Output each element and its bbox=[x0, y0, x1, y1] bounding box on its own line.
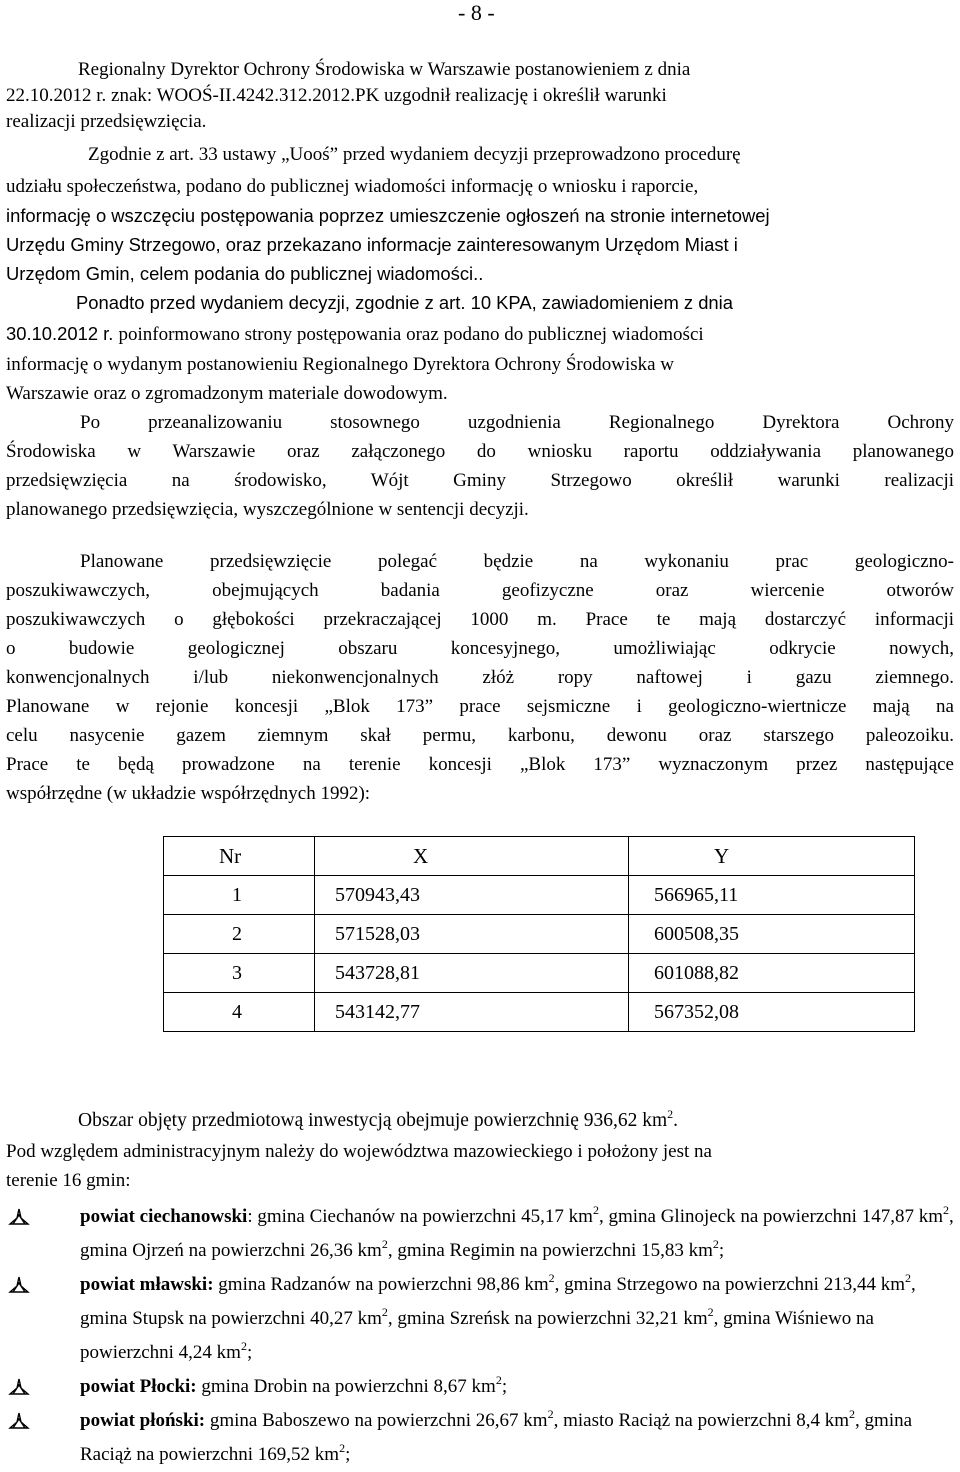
text-line: Pod względem administracyjnym należy do województwa mazowieckiego i położony jest na bbox=[6, 1141, 712, 1162]
text-segment: , gmina Ojrzeń na powierzchni 26,36 km bbox=[80, 1206, 954, 1261]
text-segment: ; bbox=[345, 1444, 351, 1465]
text-line: przedsięwzięcia na środowisko, Wójt Gminy Strzegowo określił warunki realizacji bbox=[6, 470, 954, 491]
text-line: celu nasycenie gazem ziemnym skał permu, karbonu, dewonu oraz starszego paleozoiku. bbox=[6, 725, 954, 746]
table-cell: 543728,81 bbox=[315, 954, 629, 993]
area-text: Obszar objęty przedmiotową inwestycją obejmuje powierzchnię 936,62 km bbox=[78, 1110, 668, 1131]
text-segment: , gmina Raciąż na powierzchni 169,52 km bbox=[80, 1410, 913, 1465]
list-item bbox=[0, 1370, 954, 1404]
list-item bbox=[0, 1268, 954, 1370]
text-line: Planowane przedsięwzięcie polegać będzie na wykonaniu prac geologiczno- bbox=[80, 551, 954, 572]
bell-icon bbox=[8, 1411, 30, 1431]
table-cell: 600508,35 bbox=[629, 915, 915, 954]
text-segment: , gmina Strzegowo na powierzchni 213,44 km bbox=[554, 1274, 905, 1295]
superscript: 2 bbox=[592, 1203, 599, 1217]
text-segment: ; bbox=[718, 1240, 725, 1261]
powiat-name: powiat mławski: bbox=[80, 1274, 214, 1295]
text-line: Planowane w rejonie koncesji „Blok 173” prace sejsmiczne i geologiczno-wiertnicze mają na bbox=[6, 696, 954, 717]
table-cell: 2 bbox=[164, 915, 315, 954]
text-segment: , miasto Raciąż na powierzchni 8,4 km bbox=[553, 1410, 850, 1431]
table-cell: 1 bbox=[164, 876, 315, 915]
table-cell: 566965,11 bbox=[629, 876, 915, 915]
text-line: Prace te będą prowadzone na terenie koncesji „Blok 173” wyznaczonym przez następujące bbox=[6, 754, 954, 775]
table-header-cell: Y bbox=[629, 837, 915, 876]
text-segment: Zgodnie z art. bbox=[88, 144, 199, 165]
powiat-list bbox=[0, 1200, 960, 1472]
text-line: konwencjonalnych i/lub niekonwencjonalnych złóż ropy naftowej i gazu ziemnego. bbox=[6, 667, 954, 688]
text-segment: gmina Baboszewo na powierzchni 26,67 km bbox=[205, 1410, 548, 1431]
table-cell: 571528,03 bbox=[315, 915, 629, 954]
powiat-name: powiat ciechanowski bbox=[80, 1206, 248, 1227]
table-row bbox=[164, 915, 915, 954]
list-item bbox=[0, 1404, 954, 1472]
text-line: realizacji przedsięwzięcia. bbox=[6, 111, 207, 132]
text-line: udziału społeczeństwa, podano do publicznej wiadomości informację o wniosku i raporcie, bbox=[6, 176, 699, 197]
table-row bbox=[164, 993, 915, 1032]
text-segment: poinformowano strony postępowania oraz podano do publicznej wiadomości bbox=[118, 324, 704, 345]
text-segment: , gmina Glinojeck na powierzchni 147,87 km bbox=[598, 1206, 943, 1227]
text-line: Ponadto przed wydaniem decyzji, zgodnie z art. 10 KPA, zawiadomieniem z dnia bbox=[76, 292, 733, 313]
bell-icon bbox=[8, 1275, 30, 1295]
text-segment: , gmina Szreńsk na powierzchni 32,21 km bbox=[387, 1308, 708, 1329]
text-segment: gmina Radzanów na powierzchni 98,86 km bbox=[213, 1274, 549, 1295]
text-segment: 33 ustawy „Uooś” przed wydaniem decyzji przeprowadzono procedurę bbox=[198, 144, 741, 165]
superscript: 2 bbox=[904, 1271, 911, 1285]
text-line: Warszawie oraz o zgromadzonym materiale dowodowym. bbox=[6, 383, 448, 404]
text-segment: ; bbox=[246, 1342, 253, 1363]
bell-icon bbox=[8, 1207, 30, 1227]
text-line: 22.10.2012 r. znak: WOOŚ-II.4242.312.2012.PK uzgodnił realizację i określił warunki bbox=[6, 85, 667, 106]
text-line: informację o wszczęciu postępowania poprzez umieszczenie ogłoszeń na stronie internetowej bbox=[6, 205, 770, 226]
table-row bbox=[164, 954, 915, 993]
text-line: o budowie geologicznej obszaru koncesyjnego, umożliwiając odkrycie nowych, bbox=[6, 638, 954, 659]
superscript: 2 bbox=[240, 1339, 247, 1353]
superscript: 2 bbox=[381, 1237, 388, 1251]
superscript: 2 bbox=[849, 1407, 856, 1421]
page-number: - 8 - bbox=[458, 0, 495, 25]
superscript: 2 bbox=[712, 1237, 719, 1251]
table-cell: 601088,82 bbox=[629, 954, 915, 993]
coordinates-table bbox=[163, 836, 915, 1032]
table-header-row bbox=[164, 837, 915, 876]
superscript: 2 bbox=[943, 1203, 949, 1217]
text-line: Urzędom Gmin, celem podania do publicznej wiadomości.. bbox=[6, 263, 484, 284]
text-line: Regionalny Dyrektor Ochrony Środowiska w Warszawie postanowieniem z dnia bbox=[78, 59, 691, 80]
powiat-name: powiat Płocki: bbox=[80, 1376, 197, 1397]
superscript: 2 bbox=[667, 1107, 674, 1121]
superscript: 2 bbox=[495, 1373, 502, 1387]
area-end: . bbox=[673, 1110, 679, 1131]
text-line bbox=[88, 142, 741, 168]
text-segment: gmina Drobin na powierzchni 8,67 km bbox=[196, 1376, 496, 1397]
table-cell: 543142,77 bbox=[315, 993, 629, 1032]
superscript: 2 bbox=[381, 1305, 388, 1319]
area-statement bbox=[78, 1108, 678, 1134]
text-line: poszukiwawczych, obejmujących badania geofizyczne oraz wiercenie otworów bbox=[6, 580, 954, 601]
table-header-cell: Nr bbox=[164, 837, 315, 876]
table-cell: 3 bbox=[164, 954, 315, 993]
text-line: informację o wydanym postanowieniu Regionalnego Dyrektora Ochrony Środowiska w bbox=[6, 354, 675, 375]
paragraph-planned bbox=[6, 547, 954, 808]
text-segment: , gmina Stupsk na powierzchni 40,27 km bbox=[80, 1274, 916, 1329]
table-cell: 570943,43 bbox=[315, 876, 629, 915]
text-segment: 30.10.2012 r. bbox=[6, 323, 119, 344]
text-line: Środowiska w Warszawie oraz załączonego do wniosku raportu oddziaływania planowanego bbox=[6, 441, 954, 462]
text-segment: ; bbox=[501, 1376, 508, 1397]
powiat-name: powiat płoński: bbox=[80, 1410, 206, 1431]
text-line: poszukiwawczych o głębokości przekraczającej 1000 m. Prace te mają dostarczyć informacji bbox=[6, 609, 954, 630]
text-line: planowanego przedsięwzięcia, wyszczególnione w sentencji decyzji. bbox=[6, 499, 529, 520]
text-line: terenie 16 gmin: bbox=[6, 1170, 131, 1191]
text-segment: , gmina Wiśniewo na powierzchni 4,24 km bbox=[80, 1308, 874, 1363]
text-line: współrzędne (w układzie współrzędnych 1992): bbox=[6, 783, 371, 804]
table-cell: 4 bbox=[164, 993, 315, 1032]
superscript: 2 bbox=[707, 1305, 714, 1319]
superscript: 2 bbox=[547, 1407, 554, 1421]
text-line: Po przeanalizowaniu stosownego uzgodnienia Regionalnego Dyrektora Ochrony bbox=[80, 412, 954, 433]
list-item bbox=[0, 1200, 954, 1268]
text-line: Urzędu Gminy Strzegowo, oraz przekazano informacje zainteresowanym Urzędom Miast i bbox=[6, 234, 738, 255]
text-segment: , gmina Regimin na powierzchni 15,83 km bbox=[387, 1240, 713, 1261]
text-segment: gmina Ciechanów na powierzchni 45,17 km bbox=[252, 1206, 593, 1227]
table-header-cell: X bbox=[315, 837, 629, 876]
superscript: 2 bbox=[339, 1441, 346, 1455]
separator: : bbox=[247, 1206, 253, 1227]
table-cell: 567352,08 bbox=[629, 993, 915, 1032]
superscript: 2 bbox=[548, 1271, 555, 1285]
bell-icon bbox=[8, 1377, 30, 1397]
text-line bbox=[6, 321, 704, 348]
paragraph-analysis bbox=[6, 408, 954, 524]
table-row bbox=[164, 876, 915, 915]
